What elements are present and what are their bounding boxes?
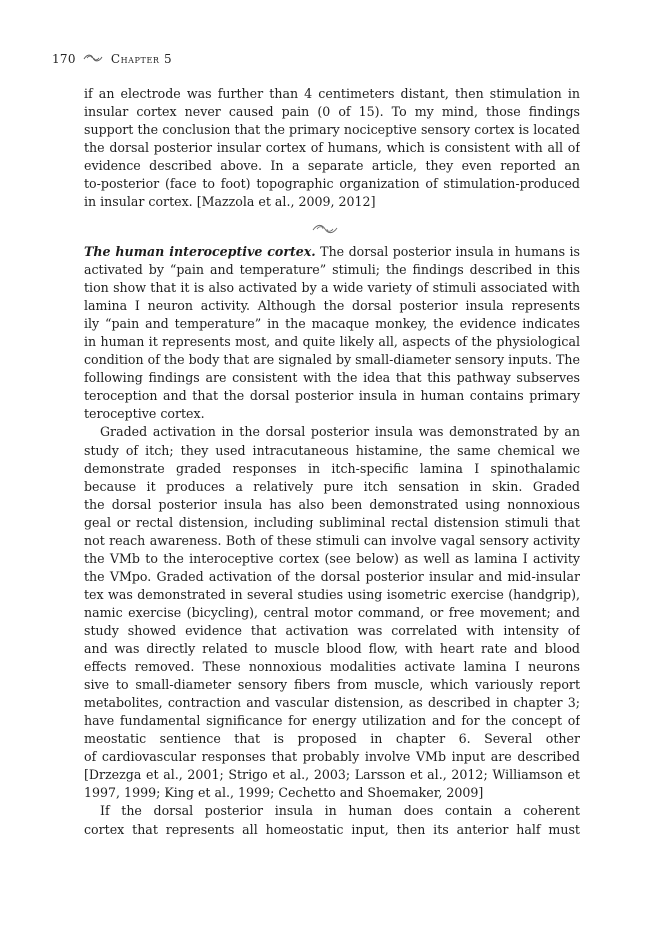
text-line: meostatic sentience that is proposed in chapter 6. Several other (84, 731, 580, 747)
paragraph-continued (84, 85, 580, 211)
section-divider (0, 222, 650, 240)
text-line: If the dorsal posterior insula in human does contain a coherent (100, 803, 580, 819)
leaf-flourish-icon (312, 222, 338, 239)
text-line: geal or rectal distension, including subliminal rectal distension stimuli that (84, 514, 580, 530)
page-number: 170 (52, 52, 76, 66)
text-line: because it produces a relatively pure itch sensation in skin. Graded (84, 478, 580, 494)
chapter-title: Chapter 5 (110, 52, 173, 66)
leaf-flourish-icon (83, 52, 103, 66)
text-line: 1997, 1999; King et al., 1999; Cechetto and Shoemaker, 2009] (84, 785, 484, 801)
running-header (52, 49, 172, 69)
text-line: not reach awareness. Both of these stimuli can involve vagal sensory activity (84, 532, 580, 548)
text-line: teroception and that the dorsal posterior insula in human contains primary (84, 388, 580, 404)
text-line: insular cortex never caused pain (0 of 15). To my mind, those findings (84, 104, 580, 120)
text-line: and was directly related to muscle blood flow, with heart rate and blood (84, 641, 580, 657)
text-line: the VMb to the interoceptive cortex (see below) as well as lamina I activity (84, 550, 580, 566)
text-line: tion show that it is also activated by a wide variety of stimuli associated with (84, 280, 580, 296)
text-line: namic exercise (bicycling), central motor command, or free movement; and (84, 604, 580, 620)
text-line: have fundamental significance for energy utilization and for the concept of (84, 713, 580, 729)
text-line: the dorsal posterior insula has also been demonstrated using nonnoxious (84, 496, 580, 512)
text-run: The dorsal posterior insula in humans is (320, 244, 580, 259)
text-line: cortex that represents all homeostatic input, then its anterior half must (84, 821, 580, 837)
section-heading: The human interoceptive cortex. (84, 244, 316, 259)
text-line: condition of the body that are signaled by small-diameter sensory inputs. The (84, 352, 580, 368)
text-line: following findings are consistent with the idea that this pathway subserves (84, 370, 580, 386)
text-line: teroceptive cortex. (84, 406, 205, 422)
text-line: in human it represents most, and quite likely all, aspects of the physiological (84, 334, 580, 350)
text-line: ily “pain and temperature” in the macaque monkey, the evidence indicates (84, 316, 580, 332)
text-line: sive to small-diameter sensory fibers from muscle, which variously report (84, 677, 580, 693)
text-line: effects removed. These nonnoxious modalities activate lamina I neurons (84, 659, 580, 675)
text-line: if an electrode was further than 4 centimeters distant, then stimulation in (84, 86, 580, 101)
text-line: to-posterior (face to foot) topographic organization of stimulation-produced (84, 176, 580, 192)
text-line: of cardiovascular responses that probably involve VMb input are described (84, 749, 580, 765)
text-line: study showed evidence that activation was correlated with intensity of (84, 622, 580, 638)
text-line: the VMpo. Graded activation of the dorsal posterior insular and mid-insular (84, 568, 580, 584)
text-line: activated by “pain and temperature” stimuli; the findings described in this (84, 262, 580, 278)
section-body (84, 243, 580, 839)
text-line: the dorsal posterior insular cortex of humans, which is consistent with all of (84, 140, 580, 156)
text-line: metabolites, contraction and vascular distension, as described in chapter 3; (84, 695, 580, 711)
text-line: support the conclusion that the primary nociceptive sensory cortex is located (84, 122, 580, 138)
text-line (84, 243, 580, 261)
text-line: Graded activation in the dorsal posterior insula was demonstrated by an (100, 424, 580, 440)
text-line: study of itch; they used intracutaneous histamine, the same chemical we (84, 442, 580, 458)
text-line: tex was demonstrated in several studies using isometric exercise (handgrip), (84, 586, 580, 602)
text-line: demonstrate graded responses in itch-specific lamina I spinothalamic (84, 460, 580, 476)
text-line: lamina I neuron activity. Although the dorsal posterior insula represents (84, 298, 580, 314)
text-line: evidence described above. In a separate article, they even reported an (84, 158, 580, 174)
text-line: [Drzezga et al., 2001; Strigo et al., 2003; Larsson et al., 2012; Williamson et (84, 767, 580, 783)
text-line: in insular cortex. [Mazzola et al., 2009, 2012] (84, 194, 376, 210)
